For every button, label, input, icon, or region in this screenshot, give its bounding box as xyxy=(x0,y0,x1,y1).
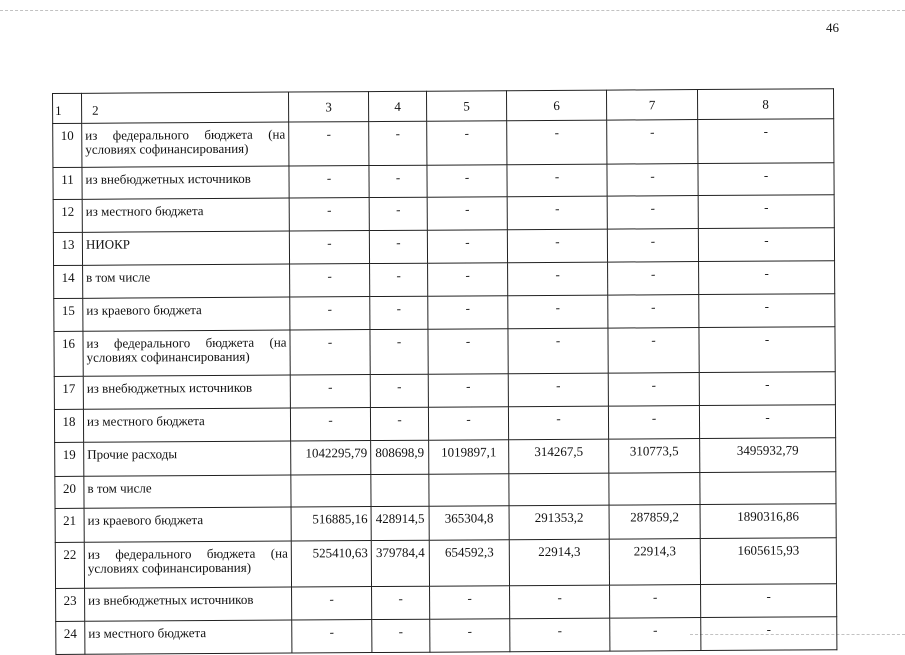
value-cell-3: - xyxy=(290,408,370,441)
value-cell-4: - xyxy=(369,121,427,165)
row-number-cell: 13 xyxy=(53,232,82,265)
header-cell: 3 xyxy=(288,92,368,122)
value-cell-6: - xyxy=(507,196,607,230)
table-row xyxy=(55,504,836,543)
row-label-cell: в том числе xyxy=(83,264,290,298)
value-cell-6 xyxy=(509,473,609,506)
value-cell-7: - xyxy=(608,373,699,407)
header-cell: 1 xyxy=(53,93,82,123)
value-cell-5: - xyxy=(428,374,508,407)
header-cell: 5 xyxy=(426,91,506,121)
row-label-cell: из внебюджетных источников xyxy=(82,166,289,199)
value-cell-6: - xyxy=(508,328,608,374)
value-cell-3: 516885,16 xyxy=(291,507,371,541)
value-cell-3: - xyxy=(292,587,372,620)
table-row xyxy=(53,228,834,266)
header-cell: 6 xyxy=(506,90,606,121)
header-cell: 2 xyxy=(82,92,289,123)
header-cell: 4 xyxy=(368,91,426,121)
value-cell-5: - xyxy=(427,165,507,197)
value-cell-4: - xyxy=(370,374,428,407)
row-number-cell: 10 xyxy=(53,123,82,167)
value-cell-6: 22914,3 xyxy=(509,539,609,586)
row-number-cell: 17 xyxy=(54,376,83,409)
value-cell-4: - xyxy=(370,263,428,296)
value-cell-4: 808698,9 xyxy=(371,440,429,474)
row-label-cell: из федерального бюджета (на условиях софинансирования) xyxy=(82,122,289,167)
value-cell-7: - xyxy=(608,328,699,374)
value-cell-8: - xyxy=(699,327,835,373)
table-row xyxy=(55,472,836,509)
value-cell-3: - xyxy=(289,166,369,198)
value-cell-5: - xyxy=(428,296,508,329)
value-cell-3: - xyxy=(292,620,372,653)
value-cell-5: 1019897,1 xyxy=(429,440,509,474)
row-label-cell: из внебюджетных источников xyxy=(83,375,290,409)
value-cell-6: - xyxy=(510,618,610,652)
value-cell-5 xyxy=(429,474,509,506)
value-cell-5: 654592,3 xyxy=(429,540,509,586)
value-cell-6: - xyxy=(508,262,608,296)
row-number-cell: 18 xyxy=(54,409,83,442)
value-cell-6: - xyxy=(508,373,608,407)
value-cell-8: - xyxy=(701,584,837,618)
value-cell-3: - xyxy=(289,122,369,166)
value-cell-4: - xyxy=(370,296,428,329)
value-cell-7: - xyxy=(610,618,701,652)
table-row xyxy=(53,163,834,200)
value-cell-3 xyxy=(291,475,371,507)
row-number-cell: 23 xyxy=(56,588,85,621)
value-cell-7: - xyxy=(608,295,699,329)
row-label-cell: из местного бюджета xyxy=(85,620,292,654)
value-cell-8: - xyxy=(698,228,834,262)
header-cell: 7 xyxy=(606,90,697,121)
value-cell-4: - xyxy=(369,230,427,263)
value-cell-7: - xyxy=(607,196,698,230)
table-header-row xyxy=(53,89,834,124)
row-label-cell: из краевого бюджета xyxy=(84,507,291,542)
value-cell-7: - xyxy=(610,585,701,619)
value-cell-4: - xyxy=(369,197,427,230)
row-number-cell: 21 xyxy=(55,508,84,542)
table-row xyxy=(53,195,834,233)
value-cell-4: 379784,4 xyxy=(371,540,429,586)
row-number-cell: 11 xyxy=(53,167,82,199)
value-cell-8: - xyxy=(698,163,834,196)
value-cell-8: 1890316,86 xyxy=(700,504,836,539)
row-label-cell: из федерального бюджета (на условиях софинансирования) xyxy=(83,330,290,376)
value-cell-3: - xyxy=(290,264,370,297)
value-cell-5: 365304,8 xyxy=(429,506,509,540)
value-cell-5: - xyxy=(428,407,508,440)
value-cell-7: - xyxy=(608,262,699,296)
row-label-cell: Прочие расходы xyxy=(84,441,291,476)
value-cell-3: 1042295,79 xyxy=(291,441,371,475)
row-number-cell: 19 xyxy=(55,442,84,476)
value-cell-4: - xyxy=(370,407,428,440)
header-cell: 8 xyxy=(697,89,833,120)
row-number-cell: 15 xyxy=(54,298,83,331)
value-cell-8: - xyxy=(698,119,834,164)
scan-edge-top xyxy=(0,10,905,11)
row-label-cell: из внебюджетных источников xyxy=(85,587,292,621)
row-number-cell: 22 xyxy=(55,542,84,588)
value-cell-8: 3495932,79 xyxy=(700,438,836,473)
table-row xyxy=(56,584,837,622)
value-cell-7: - xyxy=(607,120,698,165)
row-label-cell: из федерального бюджета (на условиях софинансирования) xyxy=(84,541,291,588)
value-cell-4: 428914,5 xyxy=(371,506,429,540)
value-cell-7 xyxy=(609,473,700,506)
value-cell-8: - xyxy=(699,261,835,295)
row-label-cell: из местного бюджета xyxy=(83,408,290,442)
row-number-cell: 16 xyxy=(54,331,83,376)
value-cell-5: - xyxy=(430,619,510,652)
row-number-cell: 14 xyxy=(54,265,83,298)
table-row xyxy=(54,294,835,332)
value-cell-8 xyxy=(700,472,836,505)
table-row xyxy=(54,405,835,443)
value-cell-7: 287859,2 xyxy=(609,505,700,540)
value-cell-8: - xyxy=(699,372,835,406)
value-cell-6: - xyxy=(507,229,607,263)
table-row xyxy=(54,372,835,410)
value-cell-3: - xyxy=(289,231,369,264)
value-cell-3: - xyxy=(290,297,370,330)
value-cell-7: 22914,3 xyxy=(609,539,700,586)
budget-table xyxy=(52,88,837,655)
value-cell-6: - xyxy=(510,585,610,619)
row-label-cell: НИОКР xyxy=(82,231,289,265)
value-cell-8: - xyxy=(699,405,835,439)
value-cell-5: - xyxy=(427,197,507,230)
table-row xyxy=(55,538,836,589)
row-label-cell: из местного бюджета xyxy=(82,198,289,232)
row-label-cell: из краевого бюджета xyxy=(83,297,290,331)
table-row xyxy=(54,261,835,299)
value-cell-4 xyxy=(371,474,429,506)
value-cell-3: - xyxy=(290,375,370,408)
value-cell-8: - xyxy=(701,617,837,651)
value-cell-6: - xyxy=(508,295,608,329)
table-row xyxy=(54,327,835,377)
value-cell-5: - xyxy=(430,586,510,619)
row-number-cell: 20 xyxy=(55,476,84,508)
value-cell-8: - xyxy=(699,294,835,328)
value-cell-7: - xyxy=(607,229,698,263)
table-row xyxy=(56,617,837,655)
value-cell-5: - xyxy=(428,329,508,374)
value-cell-4: - xyxy=(372,586,430,619)
value-cell-7: 310773,5 xyxy=(609,439,700,474)
page-number: 46 xyxy=(826,20,839,35)
value-cell-5: - xyxy=(427,230,507,263)
table-body xyxy=(53,89,837,655)
table-row xyxy=(53,119,834,168)
table-row xyxy=(55,438,836,477)
row-label-cell: в том числе xyxy=(84,475,291,508)
value-cell-7: - xyxy=(607,164,698,197)
value-cell-6: - xyxy=(507,164,607,197)
value-cell-3: - xyxy=(290,330,370,375)
value-cell-5: - xyxy=(427,121,507,165)
value-cell-4: - xyxy=(370,329,428,374)
value-cell-3: - xyxy=(289,198,369,231)
value-cell-8: - xyxy=(698,195,834,229)
value-cell-4: - xyxy=(369,165,427,197)
value-cell-7: - xyxy=(608,406,699,440)
value-cell-4: - xyxy=(372,619,430,652)
value-cell-6: 314267,5 xyxy=(509,439,609,474)
value-cell-3: 525410,63 xyxy=(291,541,371,587)
value-cell-5: - xyxy=(428,263,508,296)
value-cell-6: - xyxy=(507,120,607,165)
value-cell-8: 1605615,93 xyxy=(700,538,836,585)
value-cell-6: - xyxy=(508,406,608,440)
row-number-cell: 12 xyxy=(53,199,82,232)
value-cell-6: 291353,2 xyxy=(509,505,609,540)
row-number-cell: 24 xyxy=(56,621,85,654)
